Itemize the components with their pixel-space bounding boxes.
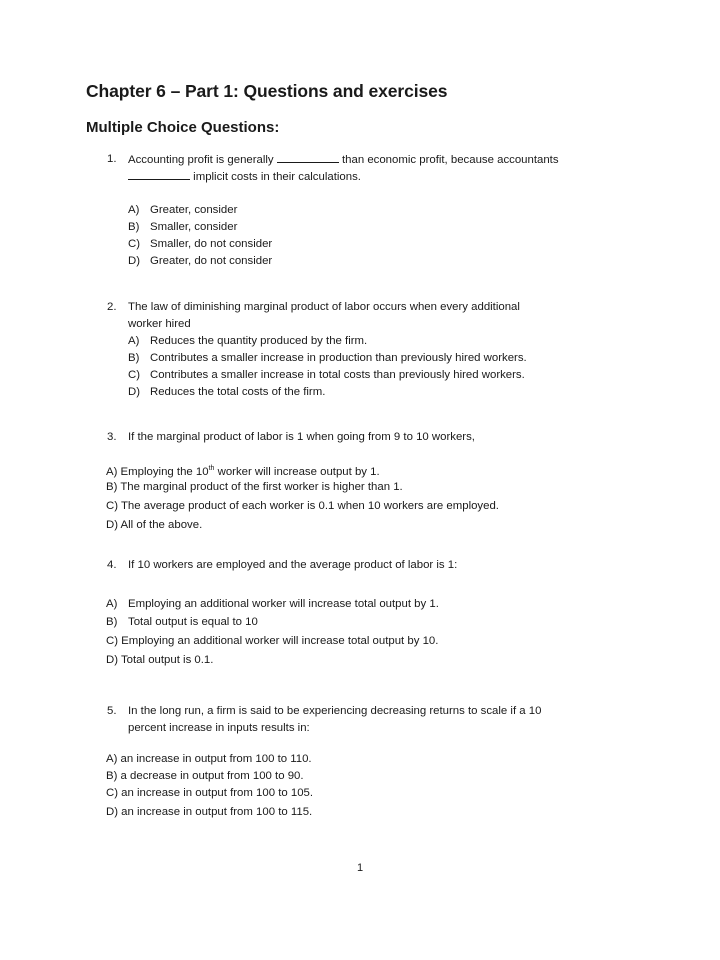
- q4-option-a: Employing an additional worker will increase total output by 1.: [128, 598, 439, 610]
- q2-option-b-label: B): [128, 352, 140, 364]
- q5-option-d: D) an increase in output from 100 to 115.: [106, 806, 313, 818]
- q1-option-c-label: C): [128, 238, 141, 250]
- answer-blank: [277, 151, 339, 163]
- q1-number: 1.: [107, 153, 117, 165]
- answer-blank: [128, 168, 190, 180]
- q2-line-2: worker hired: [128, 318, 191, 330]
- q4-option-b: Total output is equal to 10: [128, 616, 258, 628]
- q1-option-d-label: D): [128, 255, 141, 267]
- page-number: 1: [356, 862, 364, 874]
- q2-option-c: Contributes a smaller increase in total costs than previously hired workers.: [150, 369, 525, 381]
- q4-option-a-label: A): [106, 598, 118, 610]
- q2-option-a-label: A): [128, 335, 140, 347]
- q2-option-a: Reduces the quantity produced by the firm.: [150, 335, 368, 347]
- q5-line-2: percent increase in inputs results in:: [128, 722, 310, 734]
- page-title: Chapter 6 – Part 1: Questions and exercises: [86, 81, 448, 101]
- q1-option-b: Smaller, consider: [150, 221, 238, 233]
- q2-line-1: The law of diminishing marginal product of labor occurs when every additional: [128, 301, 520, 313]
- q1-line-2: implicit costs in their calculations.: [128, 168, 361, 186]
- q2-option-d: Reduces the total costs of the firm.: [150, 386, 326, 398]
- q2-option-c-label: C): [128, 369, 141, 381]
- q4-option-b-label: B): [106, 616, 118, 628]
- q1-option-b-label: B): [128, 221, 140, 233]
- q3-option-b: B) The marginal product of the first worker is higher than 1.: [106, 481, 403, 493]
- q3-line-1: If the marginal product of labor is 1 when going from 9 to 10 workers,: [128, 431, 475, 443]
- q1-option-a-label: A): [128, 204, 140, 216]
- q1-line-1: Accounting profit is generally than economic profit, because accountants: [128, 151, 559, 169]
- q2-option-d-label: D): [128, 386, 141, 398]
- q2-option-b: Contributes a smaller increase in production than previously hired workers.: [150, 352, 527, 364]
- q3-option-d: D) All of the above.: [106, 519, 203, 531]
- q5-option-c: C) an increase in output from 100 to 105.: [106, 787, 314, 799]
- q4-line-1: If 10 workers are employed and the average product of labor is 1:: [128, 559, 458, 571]
- q4-option-d: D) Total output is 0.1.: [106, 654, 214, 666]
- q4-option-c: C) Employing an additional worker will increase total output by 10.: [106, 635, 439, 647]
- q1-option-d: Greater, do not consider: [150, 255, 273, 267]
- q5-option-a: A) an increase in output from 100 to 110.: [106, 753, 312, 765]
- q4-number: 4.: [107, 559, 117, 571]
- section-heading: Multiple Choice Questions:: [86, 119, 280, 136]
- q1-option-c: Smaller, do not consider: [150, 238, 273, 250]
- q5-line-1: In the long run, a firm is said to be experiencing decreasing returns to scale if a 10: [128, 705, 542, 717]
- q5-option-b: B) a decrease in output from 100 to 90.: [106, 770, 304, 782]
- q3-option-c: C) The average product of each worker is 0.1 when 10 workers are employed.: [106, 500, 499, 512]
- q2-number: 2.: [107, 301, 117, 313]
- q5-number: 5.: [107, 705, 117, 717]
- q3-number: 3.: [107, 431, 117, 443]
- q1-option-a: Greater, consider: [150, 204, 238, 216]
- q3-option-a: A) Employing the 10th worker will increase output by 1.: [106, 465, 380, 478]
